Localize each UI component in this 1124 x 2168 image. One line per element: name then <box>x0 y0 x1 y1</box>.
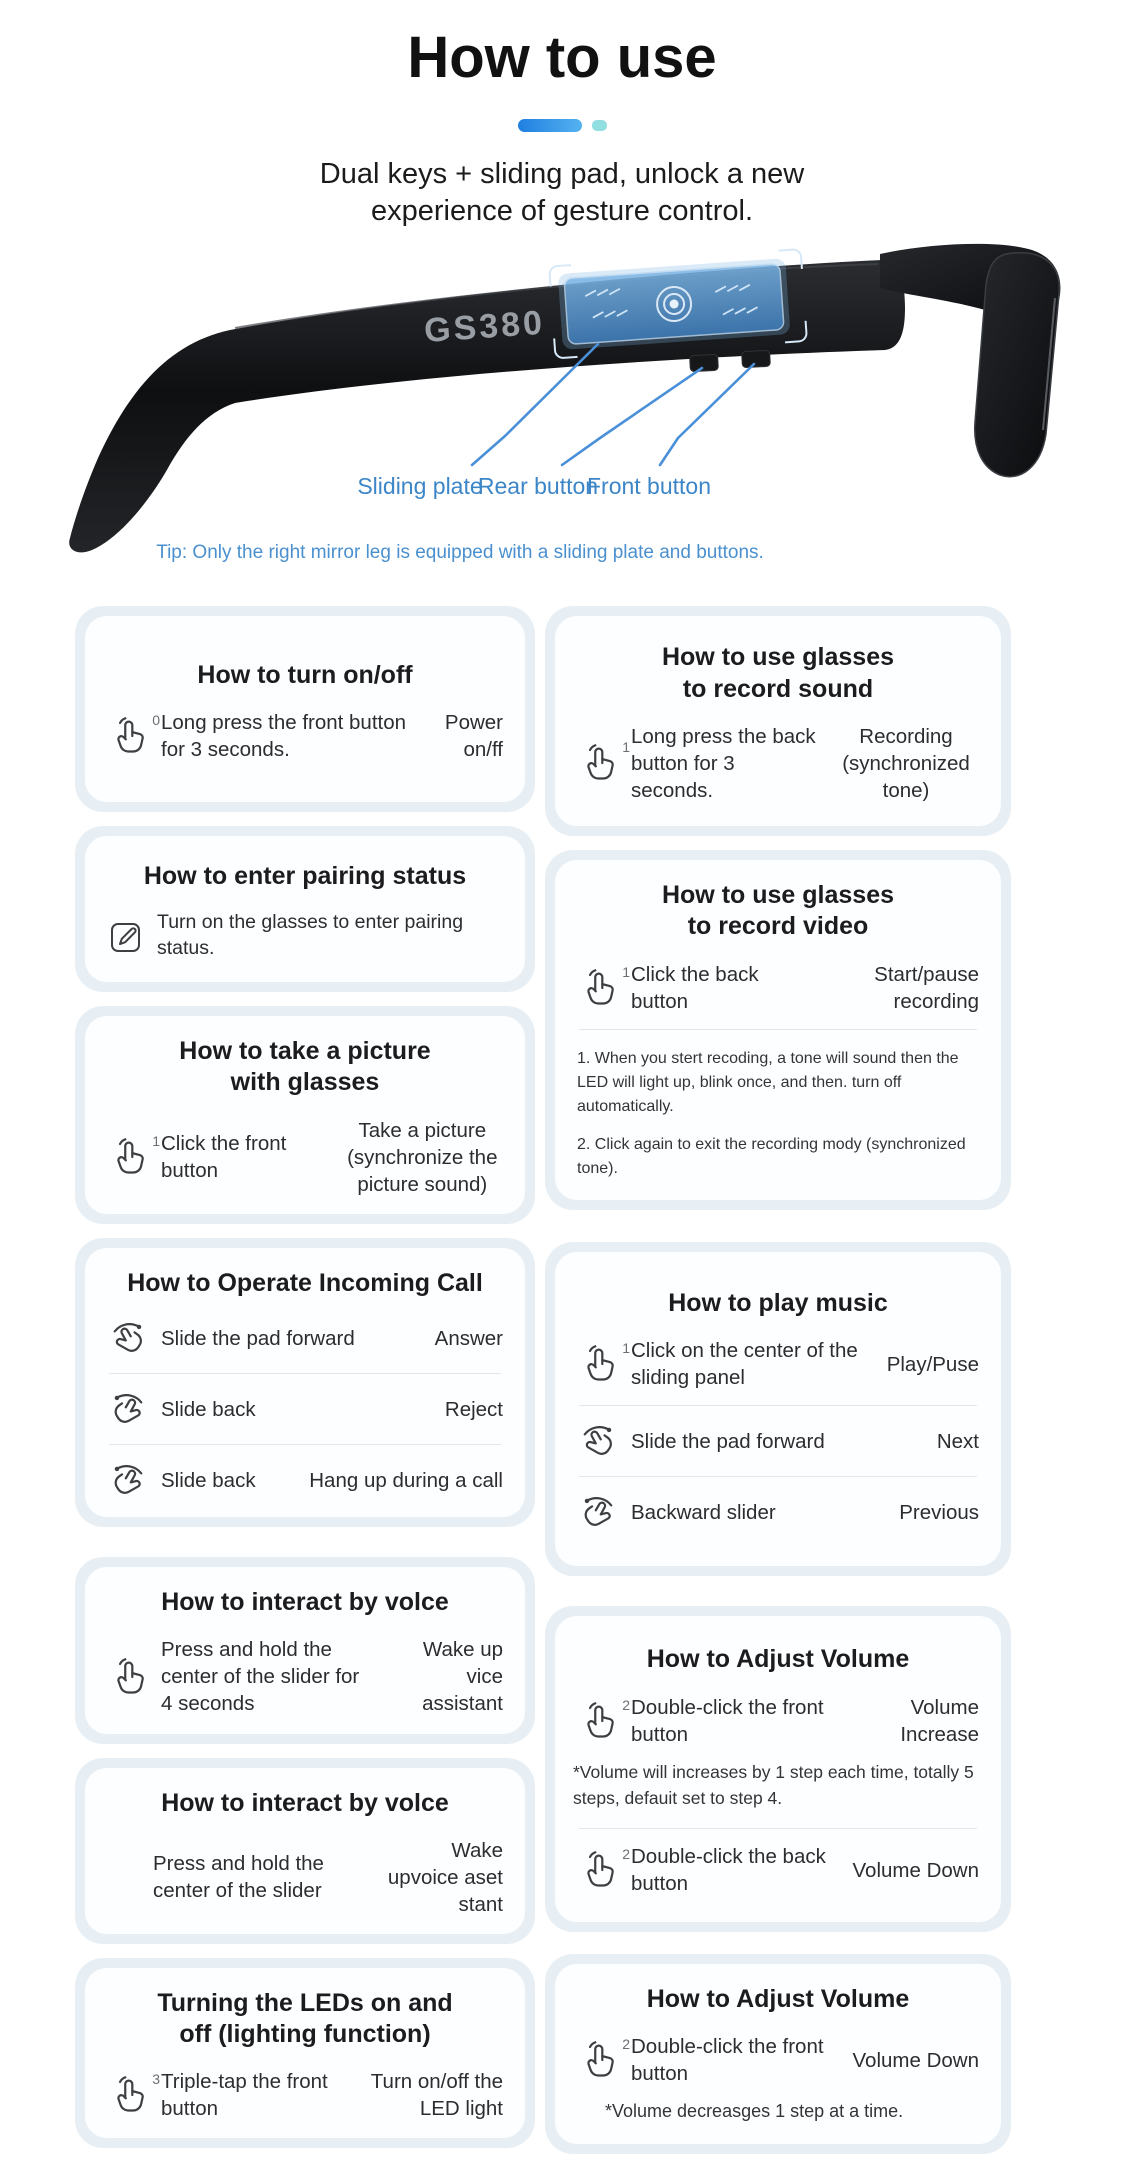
gesture-result: Wake up vice assistant <box>422 1638 503 1716</box>
gesture-action: Slide back <box>161 1397 256 1421</box>
gesture-action: Slide the pad forward <box>161 1326 355 1350</box>
instruction-row <box>101 2064 509 2126</box>
card-adjust-volume-1 <box>545 1606 1011 1932</box>
card-take-picture <box>75 1006 535 1224</box>
tap-count-badge: 2 <box>622 2036 630 2053</box>
card-note: 2. Click again to exit the recording mody (synchronized tone). <box>577 1135 966 1177</box>
instruction-row <box>101 1833 509 1922</box>
card-title: How to Adjust Volume <box>646 1645 910 1674</box>
tap-icon <box>107 1133 160 1178</box>
card-pairing-status <box>75 826 535 992</box>
pairing-icon <box>107 917 145 955</box>
instruction-cards <box>75 606 1011 2168</box>
tap-count-badge: 1 <box>622 963 630 980</box>
instruction-row <box>101 1455 509 1505</box>
gesture-action: Long press the back button for 3 seconds. <box>631 724 816 802</box>
card-title: How to enter pairing status <box>143 861 467 890</box>
swipe-back-icon <box>107 1459 149 1501</box>
instruction-row <box>571 1416 985 1466</box>
swipe-back-icon <box>577 1491 619 1533</box>
gesture-action: Triple-tap the front button <box>161 2070 328 2121</box>
card-title: How to interact by volce <box>161 1588 449 1617</box>
tap-icon <box>577 1340 630 1385</box>
tap-count-badge: 1 <box>152 1133 160 1150</box>
card-note: *Volume decreasges 1 step at a time. <box>605 2101 904 2122</box>
gesture-action: Press and hold the center of the slider for 4 seconds <box>161 1638 360 1716</box>
card-title: Turning the LEDs on and off (lighting function) <box>157 1988 453 2049</box>
callout-label-sliding-plate: Sliding plate <box>357 473 483 500</box>
rear-button <box>690 354 719 371</box>
tap-count-badge: 3 <box>152 2071 160 2088</box>
gesture-action: Click the front button <box>161 1132 287 1183</box>
gesture-action: Click the back button <box>631 962 759 1013</box>
swipe-forward-icon <box>107 1317 149 1359</box>
brand-text: GS380 <box>422 303 547 351</box>
gesture-action: Double-click the back button <box>631 1845 826 1896</box>
card-title: How to turn on/off <box>197 660 413 689</box>
underline-pill <box>518 119 582 132</box>
card-record-sound <box>545 606 1011 836</box>
instruction-row <box>101 906 509 965</box>
gesture-action: Backward slider <box>631 1500 776 1524</box>
gesture-action: Long press the front button for 3 seconds. <box>161 710 407 761</box>
card-title: How to use glasses to record video <box>661 881 895 941</box>
tap-count-badge: 2 <box>622 1846 630 1863</box>
card-note: *Volume will increases by 1 step each time, totally 5 steps, defauit set to step 4. <box>573 1761 974 1808</box>
instruction-row <box>571 957 985 1019</box>
row-divider <box>579 1405 977 1406</box>
card-title: How to play music <box>668 1289 888 1318</box>
callout-line-rear-button <box>562 368 702 465</box>
gesture-result: Play/Puse <box>886 1352 979 1376</box>
card-title: How to interact by volce <box>161 1788 449 1817</box>
instruction-row <box>101 705 509 767</box>
gesture-action: Press and hold the center of the slider <box>153 1852 324 1903</box>
tap-count-badge: 1 <box>622 739 630 756</box>
instruction-row <box>101 1632 509 1721</box>
row-divider <box>579 1029 977 1030</box>
right-column <box>545 606 1011 2168</box>
callout-label-front-button: Front button <box>586 473 712 500</box>
card-voice-interact-1 <box>75 1557 535 1743</box>
tap-icon <box>107 1656 149 1698</box>
card-play-music <box>545 1242 1011 1576</box>
gesture-result: Next <box>936 1429 979 1453</box>
card-record-video <box>545 850 1011 1210</box>
instruction-row <box>571 719 985 808</box>
gesture-result: Volume Increase <box>900 1695 979 1746</box>
tap-icon <box>107 2071 160 2116</box>
gesture-result: Answer <box>434 1326 503 1350</box>
gesture-result: Power on/ff <box>444 710 503 761</box>
instruction-row <box>571 1333 985 1395</box>
gesture-action: Double-click the front button <box>631 1695 824 1746</box>
tip-text: Tip: Only the right mirror leg is equipped with a sliding plate and buttons. <box>156 542 764 564</box>
left-column <box>75 606 535 2162</box>
title-underline <box>0 119 1124 132</box>
tap-icon <box>107 711 160 757</box>
tap-icon <box>577 963 630 1009</box>
card-note: 1. When you stert recoding, a tone will sound then the LED will light up, blink once, and then. turn off automatically. <box>577 1049 959 1115</box>
how-to-use-page <box>0 24 1124 2122</box>
instruction-row <box>571 1839 985 1901</box>
glasses-illustration <box>0 238 1124 558</box>
instruction-row <box>571 1690 985 1752</box>
card-title: How to Adjust Volume <box>646 1984 910 2013</box>
card-led-toggle <box>75 1958 535 2149</box>
gesture-result: Start/pause recording <box>874 962 979 1013</box>
gesture-action: Click on the center of the sliding panel <box>631 1339 858 1390</box>
gesture-result: Take a picture (synchronize the picture sound) <box>347 1118 498 1196</box>
tap-icon <box>577 1846 630 1891</box>
gesture-result: Wake upvoice aset stant <box>387 1838 503 1916</box>
gesture-result: Reject <box>444 1397 503 1421</box>
gesture-result: Volume Down <box>852 1858 979 1882</box>
row-divider <box>109 1373 501 1374</box>
card-title: How to use glasses to record sound <box>661 643 895 703</box>
card-title: How to Operate Incoming Call <box>127 1268 483 1297</box>
card-title: How to take a picture with glasses <box>179 1037 431 1097</box>
row-divider <box>579 1828 977 1829</box>
page-subtitle: Dual keys + sliding pad, unlock a new experience of gesture control. <box>319 158 805 228</box>
card-adjust-volume-2 <box>545 1954 1011 2154</box>
instruction-row <box>101 1313 509 1363</box>
gesture-result: Volume Down <box>852 2048 979 2072</box>
tap-count-badge: 0 <box>152 711 160 728</box>
gesture-result: Hang up during a call <box>309 1468 503 1492</box>
page-title: How to use <box>407 25 717 90</box>
instruction-row <box>101 1384 509 1434</box>
tap-icon <box>577 2036 630 2081</box>
gesture-result: Previous <box>899 1500 979 1524</box>
gesture-action: Slide the pad forward <box>631 1429 825 1453</box>
swipe-back-icon <box>107 1388 149 1430</box>
tap-count-badge: 1 <box>622 1340 630 1357</box>
underline-dash <box>592 120 607 131</box>
lens <box>975 253 1060 477</box>
tap-count-badge: 2 <box>622 1696 630 1713</box>
instruction-row <box>571 1487 985 1537</box>
instruction-row <box>101 1113 509 1202</box>
card-turn-on-off <box>75 606 535 812</box>
gesture-action: Turn on the glasses to enter pairing status. <box>157 911 464 959</box>
row-divider <box>109 1444 501 1445</box>
gesture-action: Slide back <box>161 1468 256 1492</box>
tap-icon <box>577 1696 630 1742</box>
gesture-result: Recording (synchronized tone) <box>842 724 970 802</box>
swipe-forward-icon <box>577 1420 619 1462</box>
card-voice-interact-2 <box>75 1758 535 1944</box>
gesture-action: Double-click the front button <box>631 2035 824 2086</box>
tap-icon <box>577 739 630 784</box>
callout-line-front-button <box>660 364 754 465</box>
front-button <box>742 350 771 367</box>
row-divider <box>579 1476 977 1477</box>
instruction-row <box>571 2029 985 2091</box>
card-incoming-call <box>75 1238 535 1527</box>
gesture-result: Turn on/off the LED light <box>370 2070 503 2121</box>
callout-label-rear-button: Rear button <box>477 473 599 500</box>
